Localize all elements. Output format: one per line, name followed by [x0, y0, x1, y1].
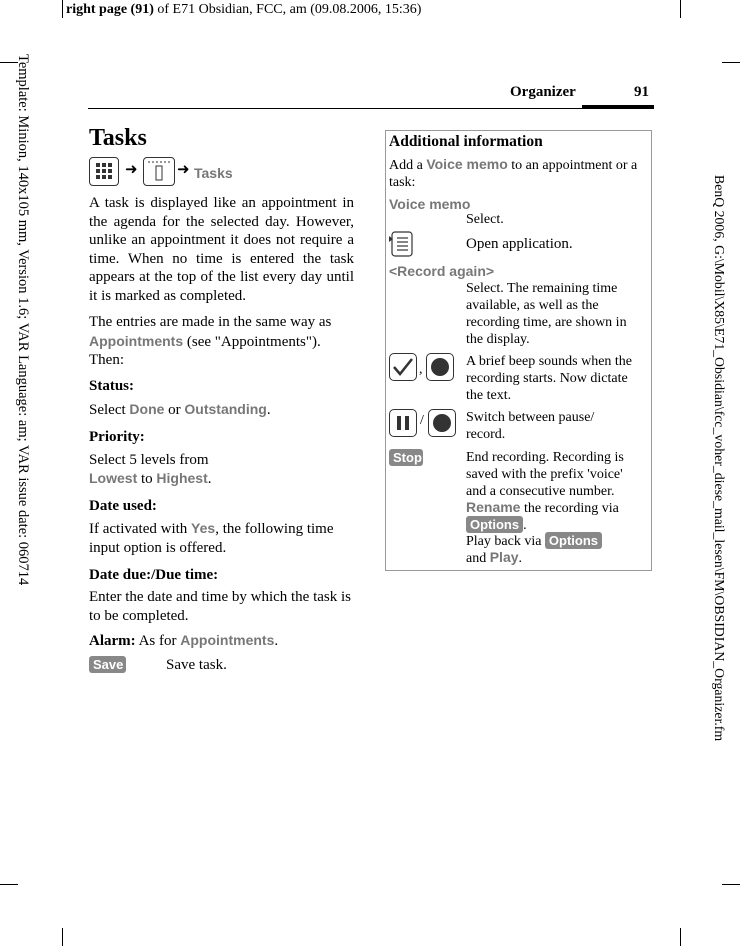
rename-line	[466, 499, 648, 517]
rename-option: Rename	[466, 499, 521, 515]
nav-tasks-label: Tasks	[194, 165, 233, 181]
side-left-wrap	[11, 54, 31, 674]
voice-memo-heading: Voice memo	[389, 196, 471, 212]
lowest-option: Lowest	[89, 470, 138, 486]
outstanding-option: Outstanding	[184, 401, 267, 417]
side-right-wrap	[707, 175, 727, 883]
template-side-text: Template: Minion, 140x105 mm, Version 1.6; VAR Language: am; VAR issue date: 060714	[15, 54, 31, 586]
text: .	[207, 471, 212, 487]
stop-key-label: Stop	[389, 449, 423, 466]
done-option: Done	[129, 401, 165, 417]
status-heading: Status:	[89, 378, 135, 394]
header-page-number: 91	[634, 84, 649, 100]
priority-range	[89, 469, 212, 489]
path-side-text: BenQ 2006, G:\Mobil\X85\E71_Obsidian\fcc_voher_diese_mail_lesen\FM\OBSIDIAN_Organizer.fm	[712, 175, 727, 742]
crop-mark	[680, 928, 681, 946]
save-description: Save task.	[166, 657, 227, 673]
pause-text: Switch between pause/ record.	[466, 410, 595, 442]
crop-mark	[62, 928, 63, 946]
text: to	[137, 471, 157, 487]
play-option: Play	[489, 549, 519, 565]
text: , the following time input option is offered.	[89, 521, 334, 556]
document-icon	[389, 230, 417, 258]
text: to an appointment or a task:	[389, 158, 638, 190]
text: or	[164, 402, 185, 418]
voice-memo-link: Voice memo	[426, 156, 508, 172]
intro-paragraph: A task is displayed like an appointment in the agenda for the selected day. However, unlike an appointment it does not require a time. When no time is entered the task appears at the top of the list every day until it is marked as completed.	[89, 195, 354, 304]
status-text	[89, 400, 271, 420]
box-title: Additional information	[389, 133, 543, 150]
entries-paragraph	[89, 313, 354, 370]
text: Play back via	[466, 534, 545, 549]
text: If activated with	[89, 521, 192, 537]
select-text: Select.	[466, 212, 504, 227]
date-used-text	[89, 519, 357, 557]
play-line	[466, 549, 522, 567]
slug-bold: right page (91)	[66, 2, 154, 17]
alarm-line	[89, 631, 278, 651]
checkmark-icon	[389, 353, 417, 381]
record-button-icon	[428, 409, 456, 437]
date-due-text: Enter the date and time by which the task is to be completed.	[89, 589, 352, 624]
crop-mark	[722, 62, 740, 63]
record-again-text: Select. The remaining time available, as well as the recording time, are shown in the display.	[466, 281, 627, 347]
crop-mark	[722, 884, 740, 885]
page-title: Tasks	[89, 125, 147, 151]
text: The entries are made in the same way as	[89, 314, 332, 330]
options-key-label: Options	[466, 516, 523, 533]
slug-line	[66, 2, 421, 18]
crop-mark	[0, 884, 18, 885]
end-recording-text: End recording. Recording is saved with the prefix 'voice' and a consecutive number.	[466, 450, 624, 499]
options-key-label: Options	[545, 532, 602, 549]
slash-text: /	[420, 413, 424, 428]
text: and	[466, 551, 490, 566]
record-again-heading: <Record again>	[389, 263, 495, 279]
alarm-heading: Alarm:	[89, 633, 136, 649]
appointments-link: Appointments	[89, 332, 184, 349]
save-key-label: Save	[89, 656, 126, 673]
text: Select	[89, 402, 130, 418]
menu-grid-icon	[89, 157, 119, 186]
priority-text: Select 5 levels from	[89, 452, 209, 468]
priority-heading: Priority:	[89, 429, 145, 445]
header-section: Organizer	[510, 84, 576, 100]
text: .	[266, 402, 271, 418]
crop-mark	[680, 0, 681, 18]
box-intro	[389, 156, 649, 191]
save-softkey	[89, 656, 126, 673]
date-used-heading: Date used:	[89, 498, 157, 514]
organizer-icon	[143, 157, 175, 186]
arrow-icon: ➜	[177, 162, 190, 178]
text: .	[523, 518, 527, 533]
header-rule	[88, 108, 654, 109]
text: As for	[135, 633, 181, 649]
comma-text: ,	[419, 362, 423, 377]
header-rule-accent	[582, 105, 654, 108]
playback-line	[466, 532, 602, 550]
crop-mark	[62, 0, 63, 18]
open-application-text: Open application.	[466, 236, 573, 252]
stop-softkey	[389, 449, 423, 466]
record-button-icon	[426, 353, 454, 381]
arrow-icon: ➜	[125, 162, 138, 178]
highest-option: Highest	[156, 470, 208, 486]
slug-rest: of E71 Obsidian, FCC, am (09.08.2006, 15:36)	[153, 2, 422, 17]
text: the recording via	[520, 501, 619, 516]
yes-option: Yes	[191, 520, 216, 536]
date-due-heading: Date due:/Due time:	[89, 567, 219, 583]
text: .	[518, 551, 523, 566]
text: (see "Appointments"). Then:	[89, 333, 321, 368]
text: Add a	[389, 158, 427, 173]
pause-icon	[389, 409, 417, 437]
appointments-link: Appointments	[180, 632, 275, 648]
beep-text: A brief beep sounds when the recording starts. Now dictate the text.	[466, 354, 633, 403]
text: .	[274, 633, 279, 649]
